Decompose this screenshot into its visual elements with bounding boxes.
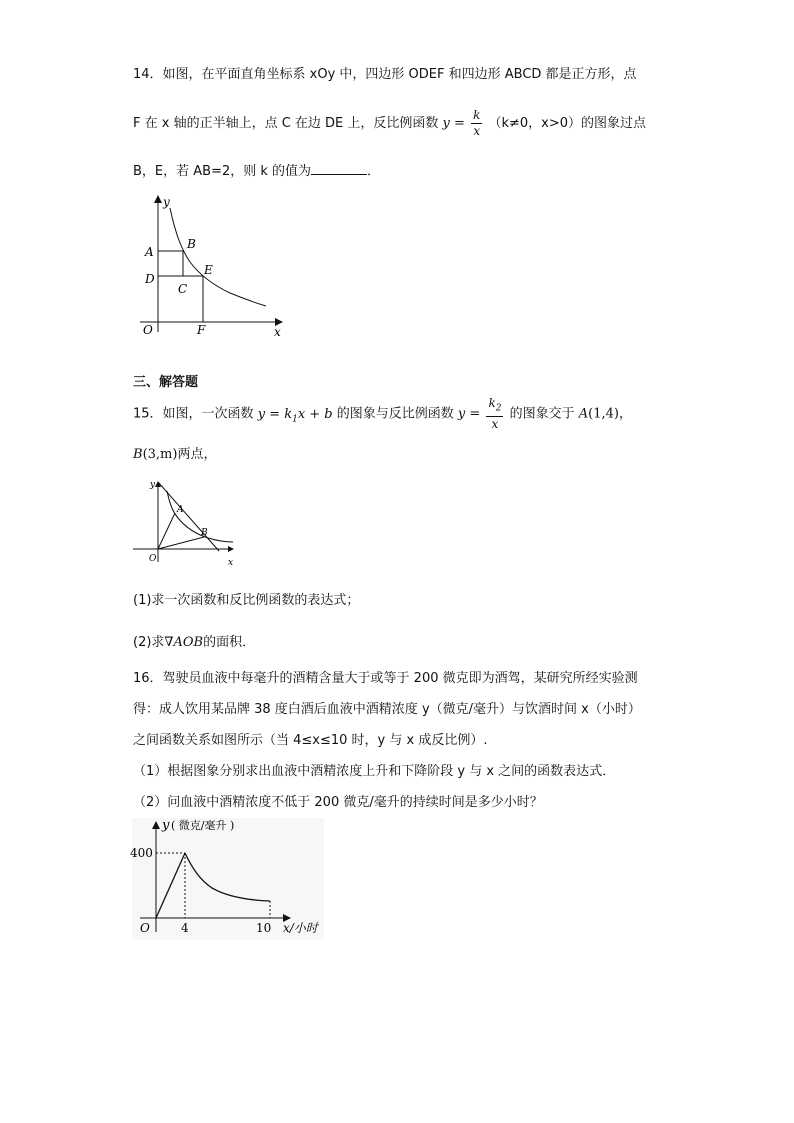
q15-point-a-coords: (1,4) bbox=[588, 406, 619, 422]
q15-frac-den: x bbox=[491, 417, 499, 432]
q14-line-3-text: B，E，若 AB=2，则 k 的值为 bbox=[133, 164, 312, 179]
q15-frac-num-sub: 2 bbox=[495, 403, 502, 414]
q16-y-var-label: y bbox=[162, 818, 170, 833]
q15-x-label: x bbox=[228, 558, 234, 568]
q15-part-1: (1)求一次函数和反比例函数的表达式； bbox=[133, 593, 360, 608]
q14-x-label: x bbox=[274, 325, 281, 339]
q15-eq2-y: y = bbox=[457, 406, 481, 422]
q15-point-a: A bbox=[578, 406, 589, 422]
q15-origin-label: O bbox=[149, 554, 157, 564]
q14-y-label: y bbox=[163, 195, 170, 209]
q16-origin-label: O bbox=[140, 921, 150, 935]
q15-line-1-pre: 15．如图，一次函数 bbox=[133, 406, 254, 422]
q15-line-1-end: ， bbox=[618, 406, 632, 422]
q16-part-2: （2）问血液中酒精浓度不低于 200 微克/毫升的持续时间是多少小时？ bbox=[133, 795, 543, 810]
q15-frac-num-k: k bbox=[488, 396, 496, 410]
q14-frac-den: x bbox=[473, 124, 481, 138]
q15-part-2-post: 的面积． bbox=[203, 635, 256, 650]
q14-line-3-end: ． bbox=[367, 164, 381, 179]
point-c-label: C bbox=[178, 282, 188, 296]
q15-point-b: B bbox=[133, 447, 143, 462]
q15-point-b-label: B bbox=[201, 528, 208, 538]
q16-x-label: x/小时 bbox=[283, 921, 318, 935]
q15-line-1-mid: 的图象与反比例函数 bbox=[336, 406, 454, 422]
point-b-label: B bbox=[187, 237, 196, 251]
q15-point-a-label: A bbox=[177, 505, 184, 515]
q15-part-2-pre: (2)求 bbox=[133, 635, 165, 650]
q15-y-label: y bbox=[150, 480, 156, 490]
q16-y-tick-400: 400 bbox=[130, 846, 153, 860]
q15-line-2-post: 两点， bbox=[177, 447, 217, 462]
q16-line-2: 得：成人饮用某品牌 38 度白酒后血液中酒精浓度 y（微克/毫升）与饮酒时间 x（小时） bbox=[133, 702, 641, 717]
q14-line-2-post: （k≠0，x>0）的图象过点 bbox=[488, 116, 647, 131]
q15-eq1-main: y = k bbox=[257, 406, 293, 422]
q16-line-1: 16．驾驶员血液中每毫升的酒精含量大于或等于 200 微克即为酒驾，某研究所经实验测 bbox=[133, 671, 638, 686]
point-d-label: D bbox=[145, 272, 155, 286]
q15-line-1-post: 的图象交于 bbox=[509, 406, 575, 422]
q16-line-3: 之间函数关系如图所示（当 4≤x≤10 时，y 与 x 成反比例）. bbox=[133, 733, 488, 748]
q15-point-b-coords: (3,m) bbox=[142, 447, 178, 462]
q15-eq1-sub: 1 bbox=[292, 414, 298, 425]
q16-part-1: （1）根据图象分别求出血液中酒精浓度上升和下降阶段 y 与 x 之间的函数表达式． bbox=[133, 764, 616, 779]
q14-line-1: 14．如图，在平面直角坐标系 xOy 中，四边形 ODEF 和四边形 ABCD 都是正方形，点 bbox=[133, 67, 637, 82]
q16-x-tick-4: 4 bbox=[181, 921, 189, 935]
q16-x-tick-10: 10 bbox=[256, 921, 272, 935]
q15-triangle: ∇AOB bbox=[164, 635, 204, 650]
section-title: 三、解答题 bbox=[133, 375, 199, 390]
q14-line-2-pre: F 在 x 轴的正半轴上，点 C 在边 DE 上，反比例函数 bbox=[133, 116, 439, 131]
q15-eq1-post: x + b bbox=[297, 406, 333, 422]
point-a-label: A bbox=[145, 245, 154, 259]
point-f-label: F bbox=[197, 323, 206, 337]
q14-formula-y: y = bbox=[442, 116, 465, 131]
q14-origin-label: O bbox=[143, 323, 153, 337]
q16-y-unit-label: ( 微克/毫升 ) bbox=[171, 819, 235, 832]
q14-frac-num: k bbox=[473, 108, 481, 122]
point-e-label: E bbox=[204, 263, 213, 277]
